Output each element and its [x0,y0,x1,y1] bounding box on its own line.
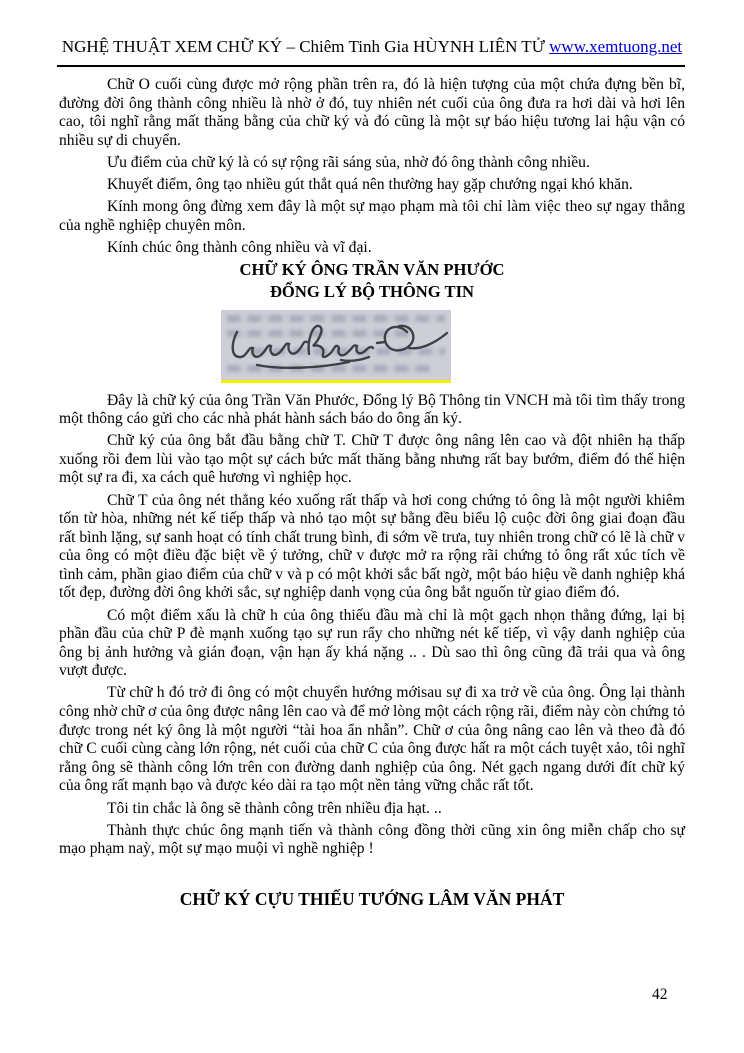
signature-stroke-icon [221,310,451,380]
page-header [0,0,744,57]
paragraph: Chữ T của ông nét thẳng kéo xuống rất thấp và hơi cong chứng tỏ ông là một người khiêm tốn từ hòa, những nét kế tiếp thấp và nhỏ tạo một sự bằng đều biểu lộ cuộc đời ông giai đoạn đầu rất bình lặng, sự sanh hoạt có tính chất trung bình, đi sớm về trưa, tuy nhiên trong chữ có lẽ là chữ v của ông có một điều đặc biệt về ý tưởng, chữ v được mở ra rộng rãi chứng tỏ ông rất xúc tích về tình cảm, phần giao điểm của chữ v và p có một khởi sắc bất ngờ, một báo hiệu về danh nghiệp khá tốt đẹp, đường đời ông khởi sắc, sự nghiệp danh vọng của ông bắt nguốn từ giao điểm đó. [59,491,685,602]
paragraph: Thành thực chúc ông mạnh tiến và thành công đồng thời cũng xin ông miễn chấp cho sự mạo phạm naỳ, một sự mạo muội vì nghề nghiệp ! [59,821,685,858]
page-number: 42 [652,986,668,1003]
header-divider [57,65,685,67]
paragraph: Tôi tin chắc là ông sẽ thành công trên nhiều địa hạt. .. [107,799,442,817]
section-heading-lam-van-phat: CHỮ KÝ CỰU THIẾU TƯỚNG LÂM VĂN PHÁT [179,888,565,909]
signature-image [221,310,451,383]
paragraph: Khuyết điểm, ông tạo nhiều gút thắt quá nên thường hay gặp chướng ngại khó khăn. [107,175,633,193]
section-heading-dong-ly-bo-thong-tin: ĐỔNG LÝ BỘ THÔNG TIN [269,281,475,301]
header-link[interactable]: www.xemtuong.net [549,37,683,56]
paragraph: Có một điểm xấu là chữ h của ông thiếu đầu mà chỉ là một gạch nhọn thẳng đứng, lại bị phần đầu của chữ P đè mạnh xuống tạo sự run rẩy cho những nét kế tiếp, vì vậy danh nghiệp của ông bị ảnh hưởng và gián đoạn, vận hạn ấy khá nặng .. . Dù sao thì ông cũng đã trải qua và ông vượt được. [59,606,685,680]
header-title: NGHỆ THUẬT XEM CHỮ KÝ – Chiêm Tinh Gia HÙYNH LIÊN TỬ [61,37,545,56]
section-heading-tran-van-phuoc: CHỮ KÝ ÔNG TRẦN VĂN PHƯỚC [239,259,505,279]
paragraph: Từ chữ h đó trở đi ông có một chuyển hướng mớisau sự đi xa trở về của ông. Ông lại thành công nhờ chữ ơ của ông được nâng lên cao và để mở lòng một cách rộng rãi, điểm này còn chứng tỏ được trong nét ký ông là một người “tài hoa ẩn nhẫn”. Chữ ơ của ông nâng cao lên và theo đà đó chữ C cuối cùng càng lớn rộng, nét cuối của chữ C của ông được hất ra một cách tuyệt xảo, tôi nghĩ rằng ông sẽ thành công lớn trên con đường danh nghiệp của ông. Nét gạch ngang dưới đít chữ ký của ông rất mạnh bạo và được kéo dài ra tạo một nền tảng vững chắc rất tốt. [59,684,685,795]
paragraph: Chữ O cuối cùng được mở rộng phần trên ra, đó là hiện tượng của một chứa đựng bền bĩ, đường đời ông thành công nhiều là nhờ ở đó, tuy nhiên nét cuối của ông đưa ra hơi dài và hơi lên cao, tôi nghĩ rằng mất thăng bằng của chữ ký và đó cũng là một sự báo hiệu tương lai hậu vận có nhiều sự di chuyển. [59,76,685,149]
paragraph: Chữ ký của ông bắt đầu bằng chữ T. Chữ T được ông nâng lên cao và đột nhiên hạ thấp xuống rồi đem lùi vào tạo một sự cách bức mất thăng bằng nhưng rất bay bướm, điểm đó thể hiện một sự ra đi, xa cách quê hương vì nghiệp học. [59,432,685,487]
document-body-continued [59,392,685,859]
paragraph: Đây là chữ ký của ông Trần Văn Phước, Đổng lý Bộ Thông tin VNCH mà tôi tìm thấy trong một thông cáo gửi cho các nhà phát hành sách báo do ông ấn ký. [59,391,685,428]
document-body [59,76,685,302]
paragraph: Ưu điểm của chữ ký là có sự rộng rãi sáng sủa, nhờ đó ông thành công nhiều. [107,153,590,171]
paragraph: Kính mong ông đừng xem đây là một sự mạo phạm mà tôi chỉ làm việc theo sự ngay thẳng của nghề nghiệp chuyên môn. [59,198,685,234]
paragraph: Kính chúc ông thành công nhiều và vĩ đại. [107,238,372,256]
